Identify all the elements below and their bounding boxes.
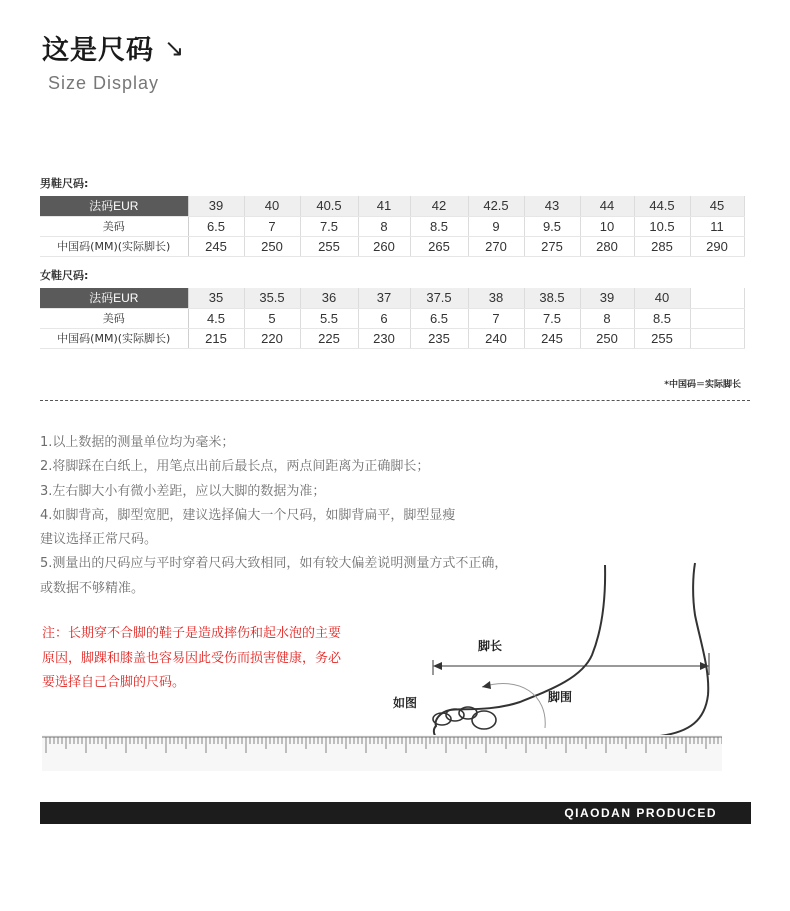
size-cell: 8.5: [410, 216, 468, 236]
warning-text: [42, 622, 382, 696]
size-cell: 43: [524, 196, 580, 216]
arrow-left-icon: [482, 681, 491, 689]
size-cell: 230: [358, 328, 410, 348]
note-line: 3.左右脚大小有微小差距，应以大脚的数据为准；: [40, 483, 326, 499]
size-cell: 9: [468, 216, 524, 236]
page-title-text: 这是尺码: [42, 35, 154, 66]
foot-length-label: 脚长: [478, 639, 503, 653]
note-line: 1.以上数据的测量单位均为毫米；: [40, 435, 235, 450]
size-cell: 38.5: [524, 288, 580, 308]
size-row: [40, 216, 744, 236]
size-cell: 7: [244, 216, 300, 236]
size-cell: [690, 288, 744, 308]
warning-line: 原因，脚踝和膝盖也容易因此受伤而损害健康，务必: [42, 650, 342, 666]
size-cell: [690, 328, 744, 348]
size-cell: [690, 308, 744, 328]
size-cell: 285: [634, 236, 690, 256]
size-cell: 4.5: [188, 308, 244, 328]
warning-line: 要选择自己合脚的尺码。: [42, 675, 186, 690]
dashed-divider: [40, 400, 750, 401]
example-label: 如图: [393, 696, 418, 710]
mens-size-label: 男鞋尺码:: [40, 177, 89, 190]
size-cell: 220: [244, 328, 300, 348]
size-cell: 41: [358, 196, 410, 216]
size-cell: 280: [580, 236, 634, 256]
note-line: 4.如脚背高，脚型宽肥，建议选择偏大一个尺码，如脚背扁平，脚型显瘦: [40, 507, 456, 523]
size-cell: 240: [468, 328, 524, 348]
size-cell: 5: [244, 308, 300, 328]
size-cell: 6: [358, 308, 410, 328]
size-cell: 265: [410, 236, 468, 256]
size-cell: 5.5: [300, 308, 358, 328]
size-cell: 37.5: [410, 288, 468, 308]
size-cell: 290: [690, 236, 744, 256]
size-cell: 37: [358, 288, 410, 308]
size-cell: 35.5: [244, 288, 300, 308]
mens-size-table: [40, 196, 745, 257]
page-title: [42, 28, 185, 67]
size-cell: 215: [188, 328, 244, 348]
size-cell: 8.5: [634, 308, 690, 328]
warning-line: 注：长期穿不合脚的鞋子是造成摔伤和起水泡的主要: [42, 626, 342, 641]
size-cell: 40: [634, 288, 690, 308]
size-row: [40, 236, 744, 256]
arrow-down-right-icon: ↘: [164, 33, 186, 62]
size-cell: 42.5: [468, 196, 524, 216]
size-cell: 35: [188, 288, 244, 308]
size-cell: 40.5: [300, 196, 358, 216]
size-cell: 7: [468, 308, 524, 328]
note-line: 5.测量出的尺码应与平时穿着尺码大致相同，如有较大偏差说明测量方式不正确，: [40, 556, 508, 572]
size-cell: 260: [358, 236, 410, 256]
note-line: 2.将脚踩在白纸上，用笔点出前后最长点，两点间距离为正确脚长；: [40, 459, 430, 475]
size-cell: 245: [188, 236, 244, 256]
size-row-header: 法码EUR: [40, 196, 188, 216]
note-line: 建议选择正常尺码。: [40, 532, 158, 548]
foot-girth-arc: [482, 683, 545, 728]
size-cell: 245: [524, 328, 580, 348]
footer-brand: QIAODAN PRODUCED: [564, 806, 717, 820]
size-cell: 255: [300, 236, 358, 256]
size-cell: 11: [690, 216, 744, 236]
size-cell: 6.5: [410, 308, 468, 328]
size-cell: 44.5: [634, 196, 690, 216]
size-cell: 10: [580, 216, 634, 236]
measuring-ruler: [42, 735, 722, 771]
size-cell: 255: [634, 328, 690, 348]
size-row: [40, 328, 744, 348]
arrow-left-icon: [433, 662, 442, 670]
size-row-header: 中国码(MM)(实际脚长): [40, 236, 188, 256]
size-cell: 250: [244, 236, 300, 256]
size-cell: 225: [300, 328, 358, 348]
size-cell: 8: [358, 216, 410, 236]
size-note: *中国码＝实际脚长: [664, 380, 741, 390]
womens-size-label: 女鞋尺码:: [40, 269, 89, 282]
size-cell: 270: [468, 236, 524, 256]
toe-big: [472, 711, 496, 729]
size-cell: 9.5: [524, 216, 580, 236]
womens-size-table: [40, 288, 745, 349]
page-subtitle: Size Display: [48, 73, 160, 93]
size-cell: 38: [468, 288, 524, 308]
size-cell: 40: [244, 196, 300, 216]
note-line: 或数据不够精准。: [40, 580, 145, 596]
size-cell: 6.5: [188, 216, 244, 236]
size-row: [40, 196, 744, 216]
size-cell: 39: [580, 288, 634, 308]
size-row-header: 美码: [40, 308, 188, 328]
header: [42, 28, 185, 94]
size-cell: 36: [300, 288, 358, 308]
size-cell: 235: [410, 328, 468, 348]
size-cell: 10.5: [634, 216, 690, 236]
size-row-header: 法码EUR: [40, 288, 188, 308]
size-row: [40, 288, 744, 308]
size-cell: 250: [580, 328, 634, 348]
size-cell: 42: [410, 196, 468, 216]
size-cell: 44: [580, 196, 634, 216]
size-row-header: 中国码(MM)(实际脚长): [40, 328, 188, 348]
footer-bar: [40, 802, 751, 824]
size-cell: 8: [580, 308, 634, 328]
size-row: [40, 308, 744, 328]
size-cell: 7.5: [300, 216, 358, 236]
size-row-header: 美码: [40, 216, 188, 236]
size-cell: 39: [188, 196, 244, 216]
size-cell: 7.5: [524, 308, 580, 328]
size-cell: 275: [524, 236, 580, 256]
size-cell: 45: [690, 196, 744, 216]
foot-girth-label: 脚围: [548, 690, 573, 704]
